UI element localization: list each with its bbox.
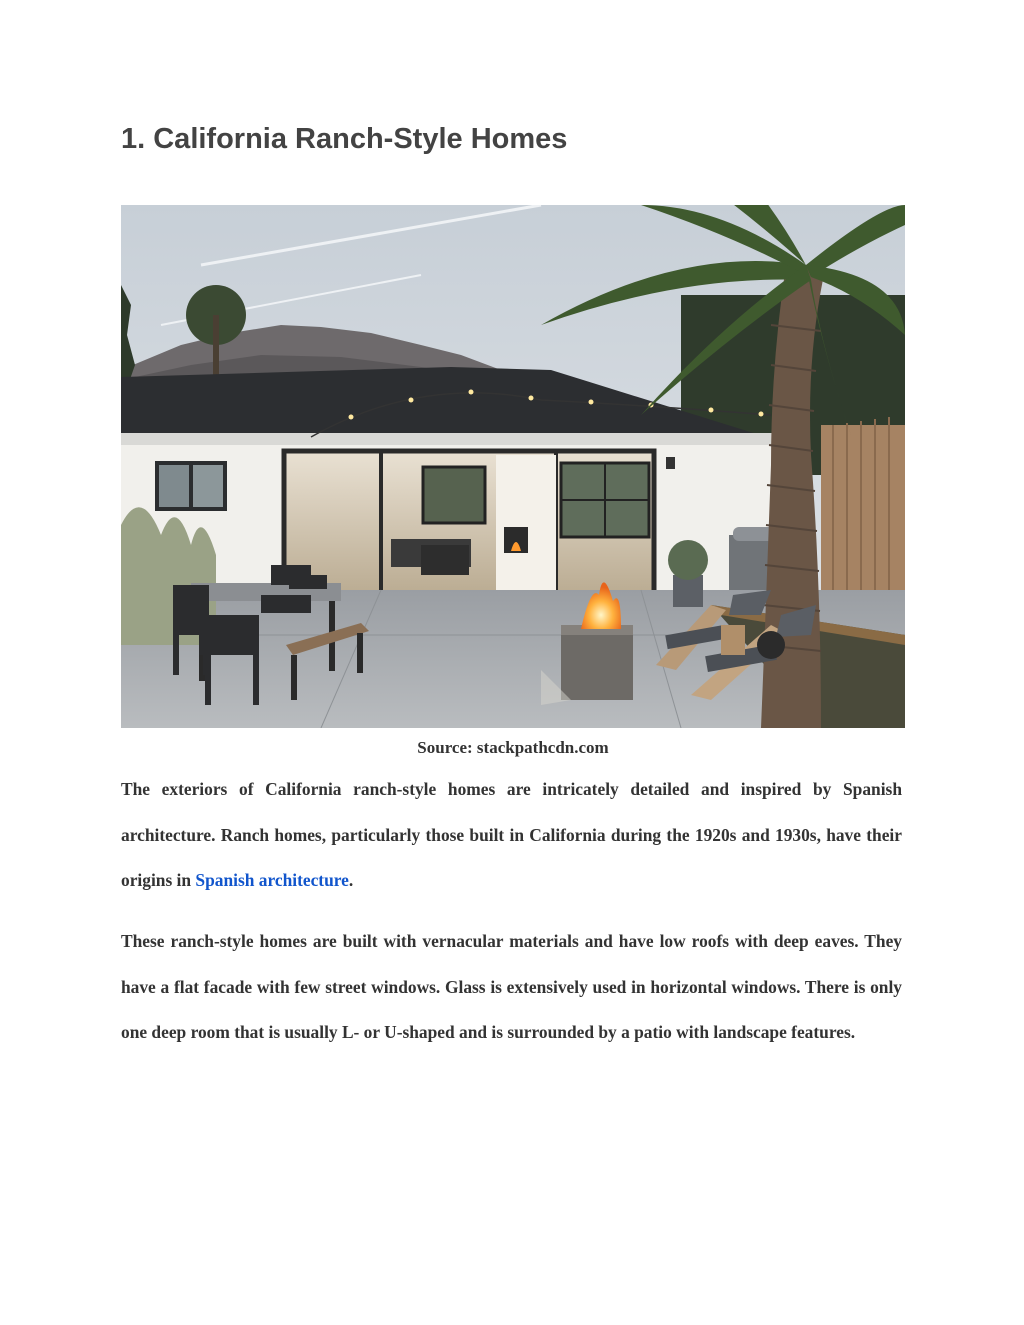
image-caption: Source: stackpathcdn.com — [417, 738, 609, 757]
section-heading: 1. California Ranch-Style Homes — [121, 123, 568, 155]
spanish-architecture-link[interactable]: Spanish architecture — [195, 870, 349, 890]
paragraph-2: These ranch-style homes are built with vernacular materials and have low roofs with deep eaves. They have a flat facade with few street windows. Glass is extensively used in horizontal windows. There is only one deep room that is usually L- or U-shaped and is surrounded by a patio with landscape features. — [121, 931, 902, 1042]
paragraph-1-text: The exteriors of California ranch-style homes are intricately detailed and inspired by Spanish architecture. Ranch homes, particularly those built in California during the 1920s and 1930s, have their origins in — [121, 779, 902, 890]
ranch-home-illustration — [121, 205, 905, 728]
paragraph-1 — [121, 767, 902, 904]
ranch-home-photo — [121, 205, 905, 728]
paragraph-1-end: . — [348, 870, 354, 890]
